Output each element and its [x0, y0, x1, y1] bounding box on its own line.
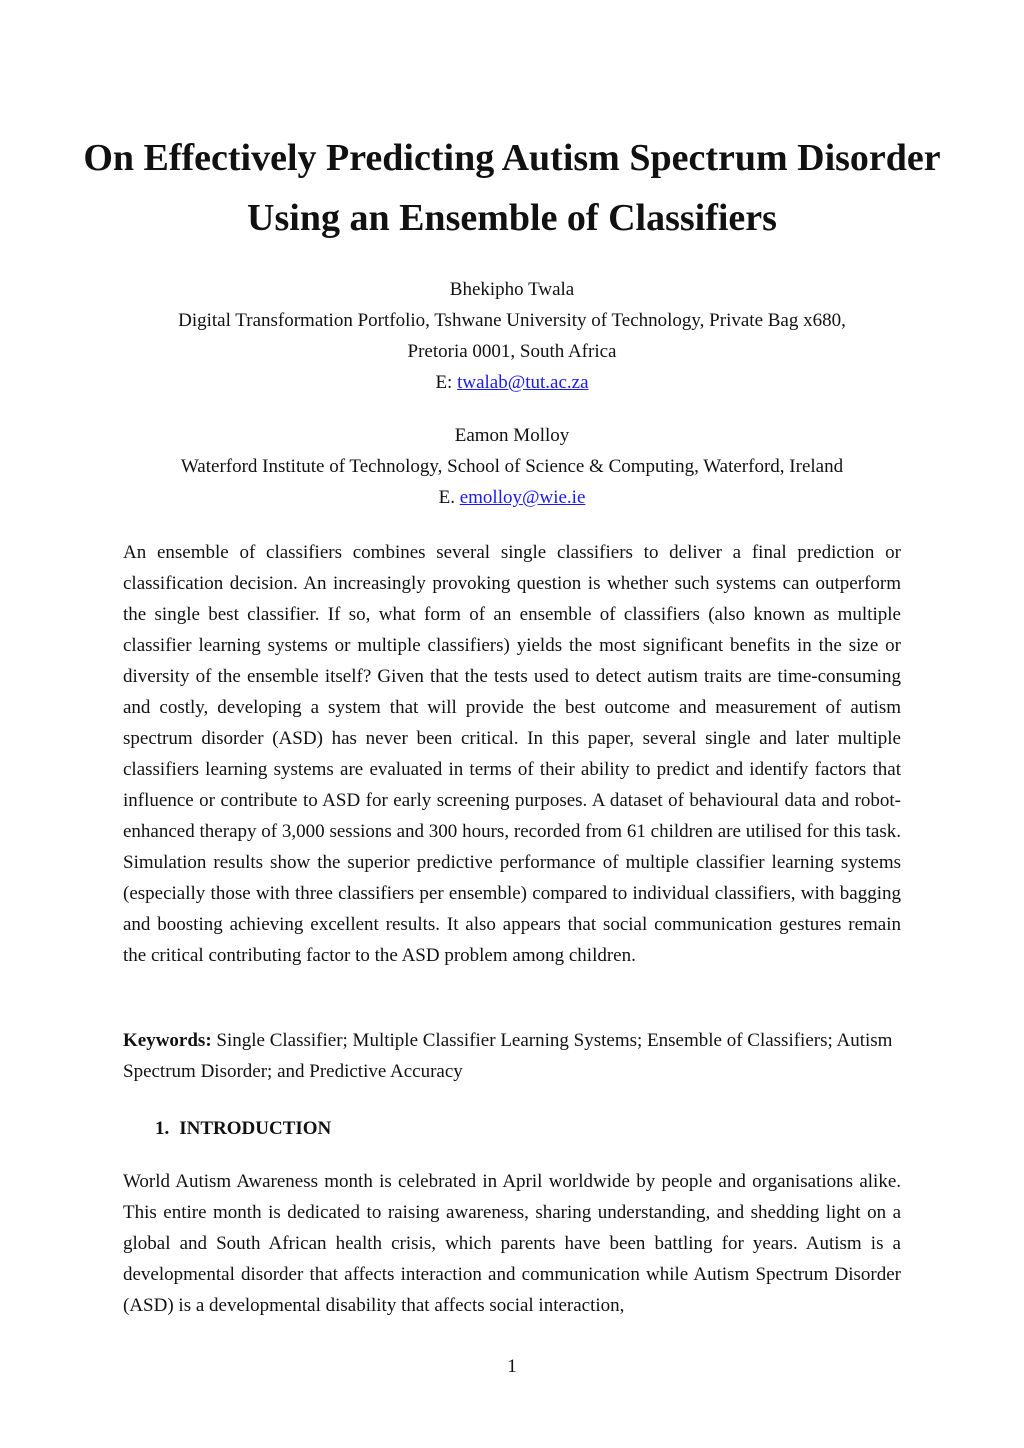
- keywords-label: Keywords:: [123, 1030, 212, 1051]
- author-affiliation: Waterford Institute of Technology, School of Science & Computing, Waterford, Ireland: [180, 456, 844, 477]
- author-block-2: [80, 420, 944, 513]
- keywords-list: Single Classifier; Multiple Classifier Learning Systems; Ensemble of Classifiers; Autism Spectrum Disorder; and Predictive Accuracy: [123, 1030, 893, 1082]
- author-name: Eamon Molloy: [454, 425, 570, 446]
- email-prefix: E.: [438, 487, 460, 508]
- introduction-paragraph: World Autism Awareness month is celebrated in April worldwide by people and organisations alike. This entire month is dedicated to raising awareness, sharing understanding, and shedding light on a global and South African health crisis, which parents have been battling for years. Autism is a developmental disorder that affects interaction and communication while Autism Spectrum Disorder (ASD) is a developmental disability that affects social interaction,: [123, 1171, 901, 1316]
- author-affiliation: Digital Transformation Portfolio, Tshwane University of Technology, Private Bag x680,: [178, 310, 846, 331]
- author-email-link[interactable]: emolloy@wie.ie: [459, 487, 586, 508]
- author-email-line: [80, 482, 944, 513]
- paper-title: On Effectively Predicting Autism Spectrum Disorder Using an Ensemble of Classifiers: [83, 137, 941, 239]
- section-heading-introduction: [155, 1113, 331, 1144]
- page-number: 1: [507, 1356, 517, 1377]
- section-title: INTRODUCTION: [179, 1118, 332, 1139]
- section-number: 1.: [155, 1118, 170, 1139]
- email-prefix: E:: [435, 372, 458, 393]
- author-block-1: [80, 274, 944, 398]
- author-email-line: [80, 367, 944, 398]
- author-affiliation-address: Pretoria 0001, South Africa: [407, 341, 617, 362]
- abstract: An ensemble of classifiers combines several single classifiers to deliver a final prediction or classification decision. An increasingly provoking question is whether such systems can outperform the single best classifier. If so, what form of an ensemble of classifiers (also known as multiple classifier learning systems or multiple classifiers) yields the most significant benefits in the size or diversity of the ensemble itself? Given that the tests used to detect autism traits are time-consuming and costly, developing a system that will provide the best outcome and measurement of autism spectrum disorder (ASD) has never been critical. In this paper, several single and later multiple classifiers learning systems are evaluated in terms of their ability to predict and identify factors that influence or contribute to ASD for early screening purposes. A dataset of behavioural data and robot-enhanced therapy of 3,000 sessions and 300 hours, recorded from 61 children are utilised for this task. Simulation results show the superior predictive performance of multiple classifier learning systems (especially those with three classifiers per ensemble) compared to individual classifiers, with bagging and boosting achieving excellent results. It also appears that social communication gestures remain the critical contributing factor to the ASD problem among children.: [123, 542, 901, 966]
- author-email-link[interactable]: twalab@tut.ac.za: [457, 372, 589, 393]
- author-name: Bhekipho Twala: [449, 279, 575, 300]
- keywords: [123, 1025, 901, 1087]
